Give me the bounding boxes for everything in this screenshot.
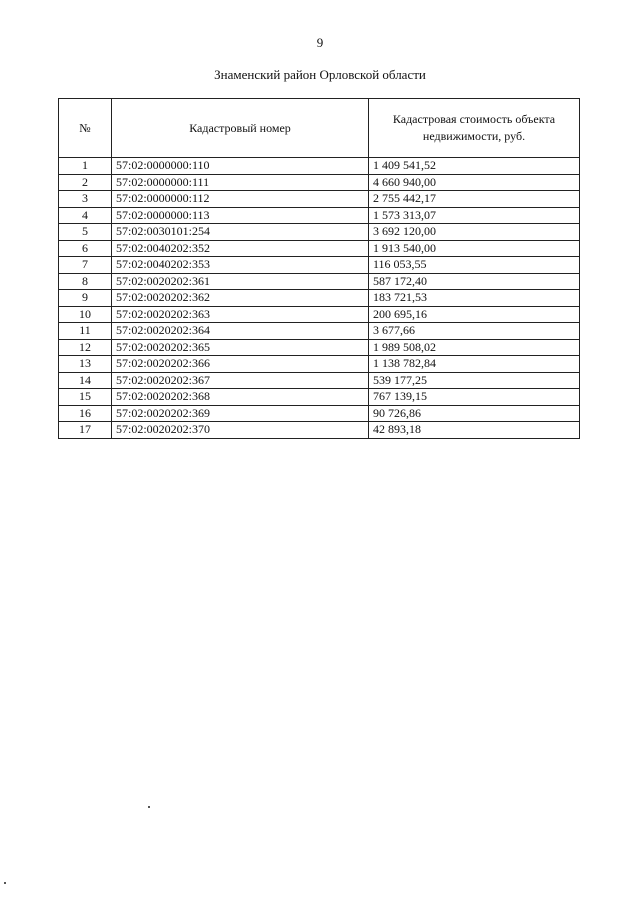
row-cadastral-value: 90 726,86 xyxy=(369,405,580,422)
row-cadastral-value: 3 677,66 xyxy=(369,323,580,340)
row-number: 15 xyxy=(59,389,112,406)
row-cadastral-value: 1 913 540,00 xyxy=(369,240,580,257)
row-cadastral-number: 57:02:0040202:352 xyxy=(112,240,369,257)
row-cadastral-number: 57:02:0020202:363 xyxy=(112,306,369,323)
row-cadastral-value: 42 893,18 xyxy=(369,422,580,439)
header-number: № xyxy=(59,99,112,158)
table-row xyxy=(59,191,580,208)
row-cadastral-value: 183 721,53 xyxy=(369,290,580,307)
row-cadastral-value: 1 138 782,84 xyxy=(369,356,580,373)
row-cadastral-number: 57:02:0000000:113 xyxy=(112,207,369,224)
row-cadastral-number: 57:02:0020202:369 xyxy=(112,405,369,422)
table-body xyxy=(59,158,580,439)
row-cadastral-number: 57:02:0030101:254 xyxy=(112,224,369,241)
row-cadastral-number: 57:02:0000000:112 xyxy=(112,191,369,208)
scan-speck xyxy=(4,882,6,884)
row-cadastral-number: 57:02:0020202:370 xyxy=(112,422,369,439)
header-cadastral-number: Кадастровый номер xyxy=(112,99,369,158)
table-row xyxy=(59,174,580,191)
row-cadastral-value: 2 755 442,17 xyxy=(369,191,580,208)
row-cadastral-number: 57:02:0020202:367 xyxy=(112,372,369,389)
row-number: 4 xyxy=(59,207,112,224)
table-header-row xyxy=(59,99,580,158)
row-cadastral-value: 1 409 541,52 xyxy=(369,158,580,175)
row-cadastral-number: 57:02:0040202:353 xyxy=(112,257,369,274)
row-number: 12 xyxy=(59,339,112,356)
row-cadastral-value: 539 177,25 xyxy=(369,372,580,389)
table-row xyxy=(59,290,580,307)
row-number: 1 xyxy=(59,158,112,175)
header-cadastral-value: Кадастровая стоимость объекта недвижимости, руб. xyxy=(369,99,580,158)
row-number: 5 xyxy=(59,224,112,241)
table-row xyxy=(59,240,580,257)
row-cadastral-number: 57:02:0020202:364 xyxy=(112,323,369,340)
page-number: 9 xyxy=(316,35,324,50)
row-number: 11 xyxy=(59,323,112,340)
row-cadastral-number: 57:02:0020202:362 xyxy=(112,290,369,307)
table-row xyxy=(59,405,580,422)
row-number: 8 xyxy=(59,273,112,290)
row-cadastral-value: 4 660 940,00 xyxy=(369,174,580,191)
table-row xyxy=(59,257,580,274)
row-cadastral-value: 116 053,55 xyxy=(369,257,580,274)
row-cadastral-value: 3 692 120,00 xyxy=(369,224,580,241)
row-number: 6 xyxy=(59,240,112,257)
row-cadastral-value: 587 172,40 xyxy=(369,273,580,290)
row-cadastral-number: 57:02:0020202:365 xyxy=(112,339,369,356)
row-cadastral-value: 1 573 313,07 xyxy=(369,207,580,224)
row-number: 3 xyxy=(59,191,112,208)
table-row xyxy=(59,306,580,323)
row-cadastral-value: 200 695,16 xyxy=(369,306,580,323)
row-cadastral-value: 1 989 508,02 xyxy=(369,339,580,356)
row-cadastral-number: 57:02:0000000:111 xyxy=(112,174,369,191)
table-row xyxy=(59,356,580,373)
table-row xyxy=(59,158,580,175)
table-row xyxy=(59,224,580,241)
row-cadastral-number: 57:02:0020202:361 xyxy=(112,273,369,290)
table-row xyxy=(59,422,580,439)
row-number: 10 xyxy=(59,306,112,323)
row-number: 9 xyxy=(59,290,112,307)
row-cadastral-number: 57:02:0020202:366 xyxy=(112,356,369,373)
row-cadastral-value: 767 139,15 xyxy=(369,389,580,406)
row-cadastral-number: 57:02:0000000:110 xyxy=(112,158,369,175)
table-row xyxy=(59,207,580,224)
scan-speck xyxy=(148,806,150,808)
table-row xyxy=(59,323,580,340)
table-row xyxy=(59,339,580,356)
table-row xyxy=(59,372,580,389)
row-number: 7 xyxy=(59,257,112,274)
row-number: 13 xyxy=(59,356,112,373)
row-cadastral-number: 57:02:0020202:368 xyxy=(112,389,369,406)
cadastral-value-table xyxy=(58,98,580,439)
region-title: Знаменский район Орловской области xyxy=(214,67,426,82)
row-number: 14 xyxy=(59,372,112,389)
table-row xyxy=(59,273,580,290)
row-number: 16 xyxy=(59,405,112,422)
table-row xyxy=(59,389,580,406)
row-number: 17 xyxy=(59,422,112,439)
row-number: 2 xyxy=(59,174,112,191)
